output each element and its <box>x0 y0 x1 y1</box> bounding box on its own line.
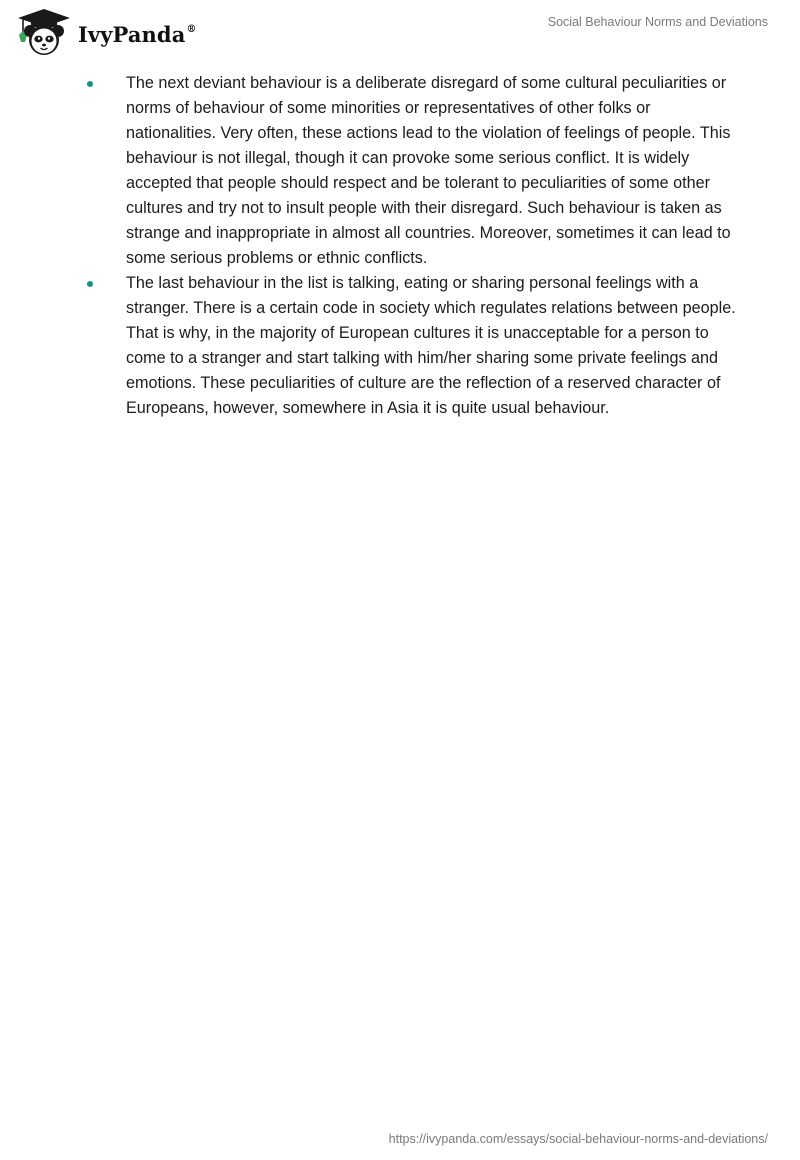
essay-content <box>86 71 736 421</box>
list-item-text: The last behaviour in the list is talking, eating or sharing personal feelings with a stranger. There is a certain code in society which regulates relations between people. That is why, in the majority of European cultures it is unacceptable for a person to come to a stranger and start talking with him/her sharing some private feelings and emotions. These peculiarities of culture are the reflection of a reserved character of Europeans, however, somewhere in Asia it is quite usual behaviour. <box>126 274 736 417</box>
list-item <box>86 271 736 421</box>
logo-wordmark: IvyPanda® <box>78 21 197 47</box>
bullet-icon <box>87 281 93 287</box>
page-header <box>0 0 800 62</box>
registered-mark: ® <box>186 23 197 35</box>
bullet-icon <box>87 81 93 87</box>
panda-graduate-icon <box>14 7 74 57</box>
source-url[interactable]: https://ivypanda.com/essays/social-behaviour-norms-and-deviations/ <box>388 1132 768 1146</box>
list-item <box>86 71 736 271</box>
running-title: Social Behaviour Norms and Deviations <box>547 15 768 29</box>
ivypanda-logo[interactable] <box>14 7 197 57</box>
list-item-text: The next deviant behaviour is a deliberate disregard of some cultural peculiarities or norms of behaviour of some minorities or representatives of other folks or nationalities. Very often, these actions lead to the violation of feelings of people. This behaviour is not illegal, though it can provoke some serious conflict. It is widely accepted that people should respect and be tolerant to peculiarities of some other cultures and try not to insult people with their disregard. Such behaviour is taken as strange and inappropriate in almost all countries. Moreover, sometimes it can lead to some serious problems or ethnic conflicts. <box>126 74 731 267</box>
bullet-list <box>86 71 736 421</box>
